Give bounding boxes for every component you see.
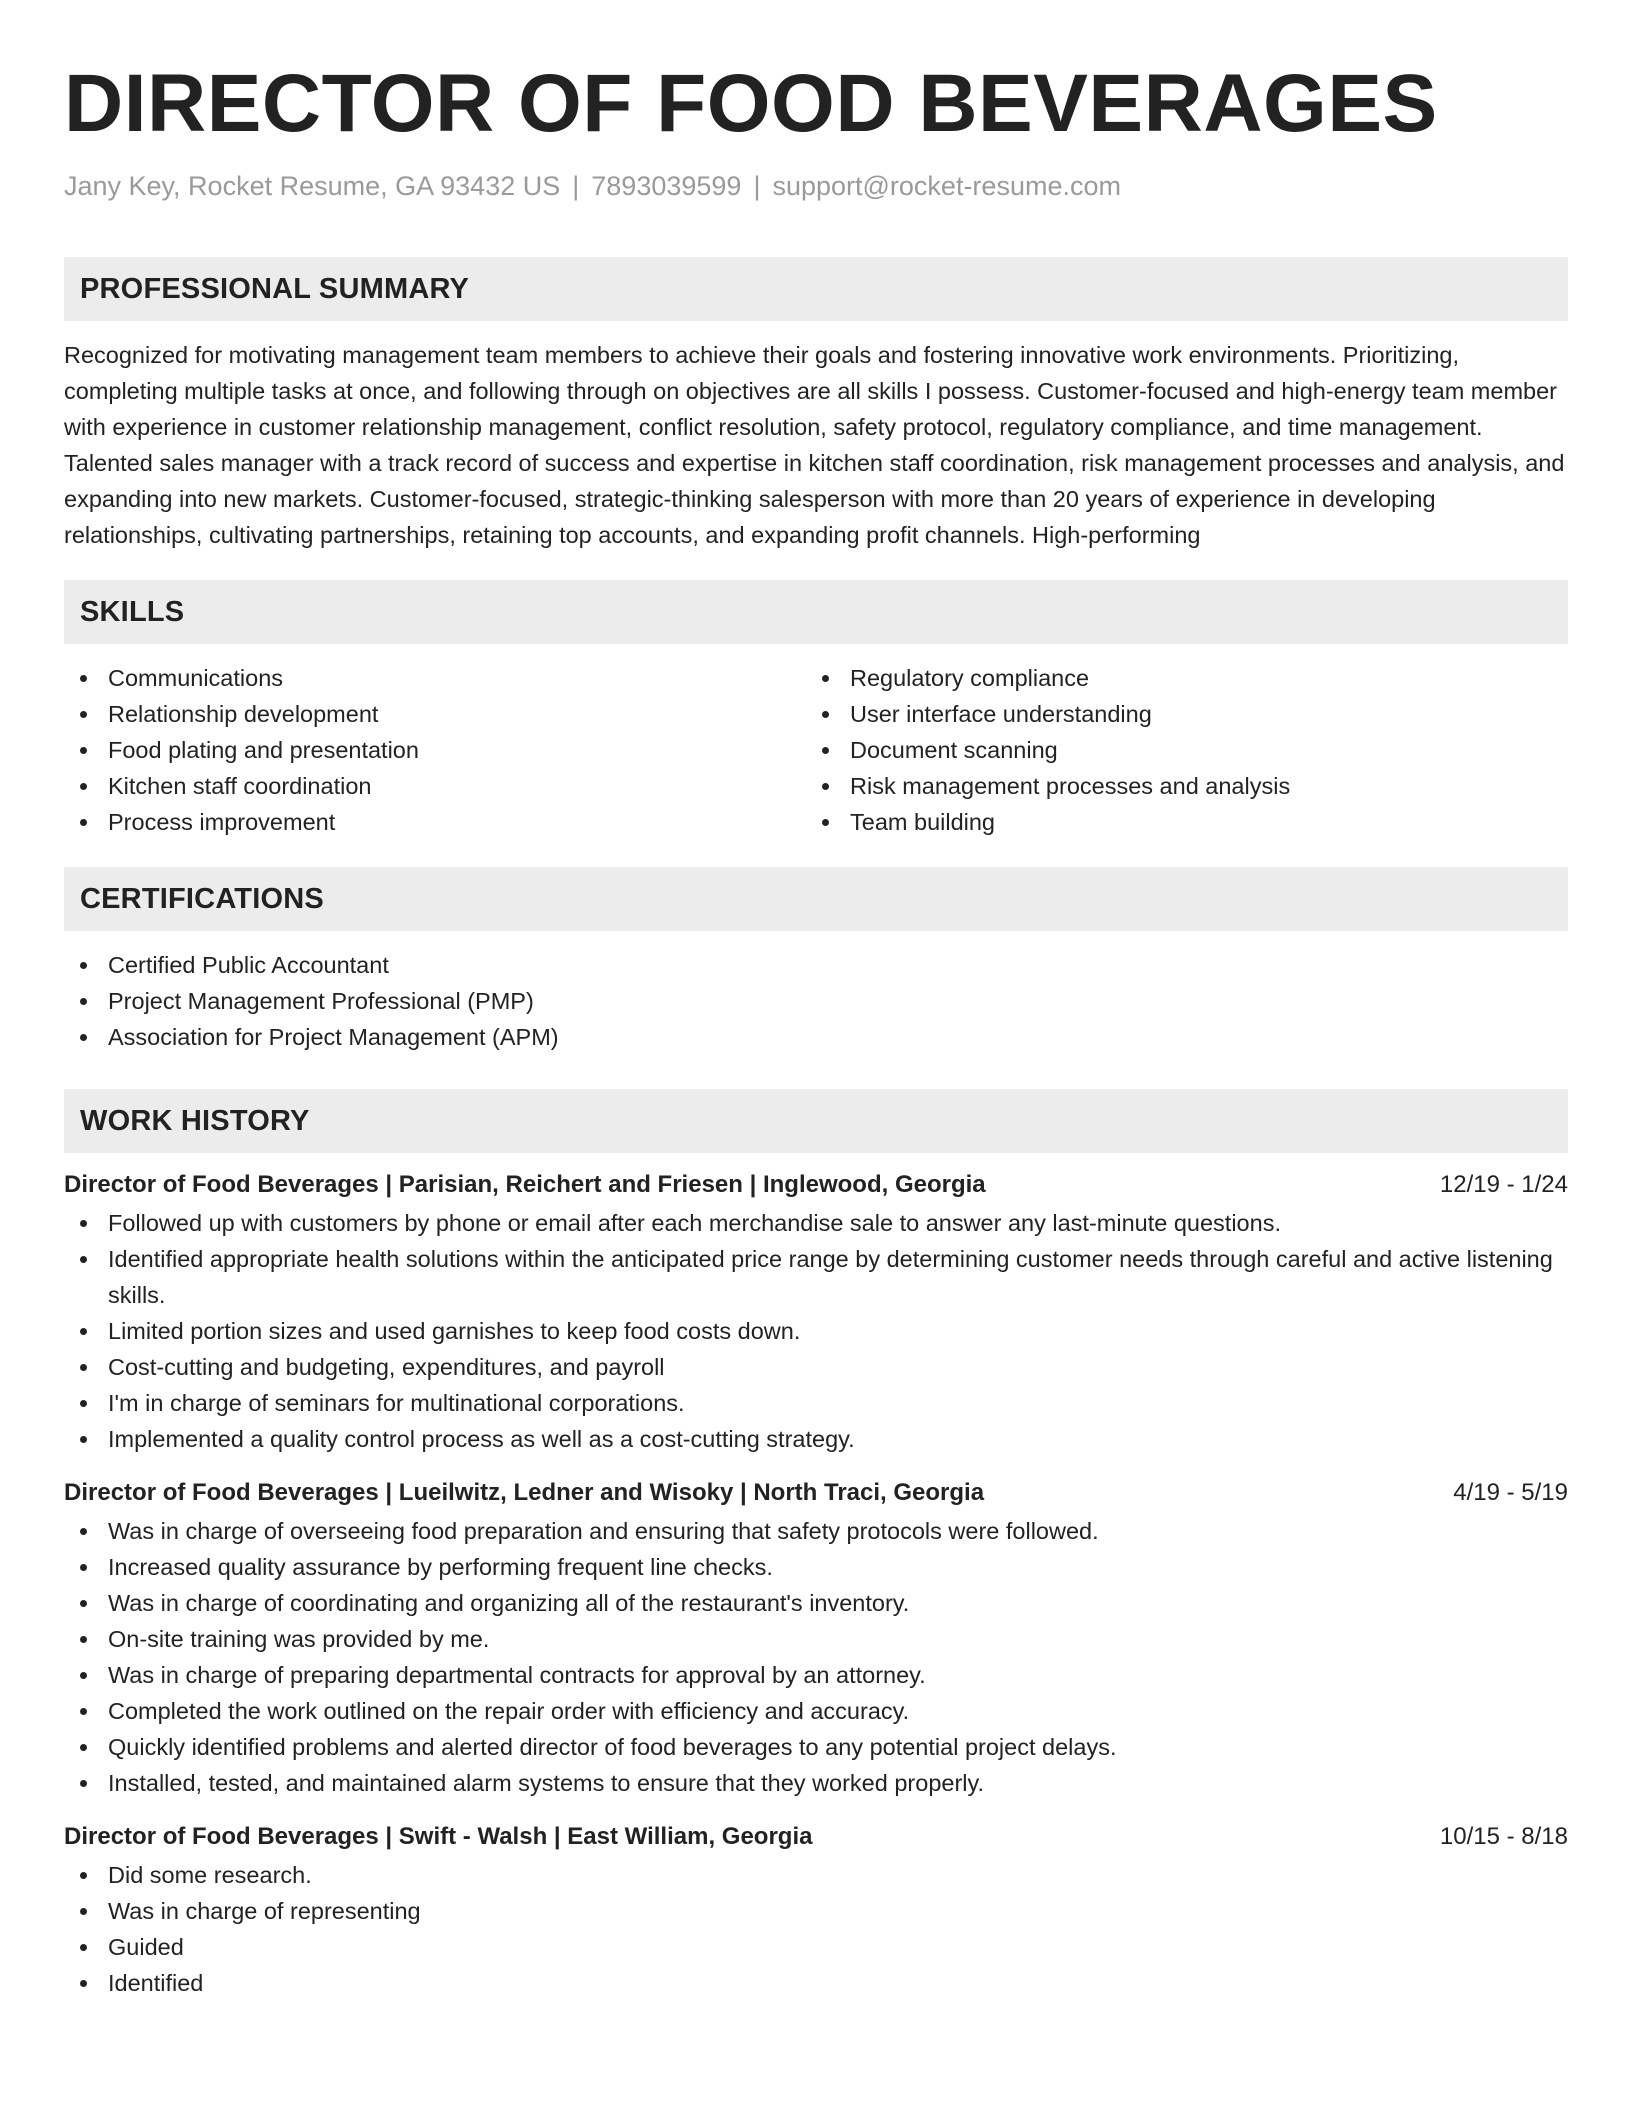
skill-item: User interface understanding	[806, 696, 1548, 732]
job-header	[64, 1473, 1568, 1513]
job-duty: Increased quality assurance by performing frequent line checks.	[64, 1549, 1568, 1585]
skill-item: Risk management processes and analysis	[806, 768, 1548, 804]
certification-item: Certified Public Accountant	[64, 947, 1568, 983]
skill-item: Communications	[64, 660, 806, 696]
job-duty: Identified	[64, 1965, 1568, 2001]
job-duty: Was in charge of overseeing food preparation and ensuring that safety protocols were followed.	[64, 1513, 1568, 1549]
job-title-company: Director of Food Beverages | Lueilwitz, Ledner and Wisoky | North Traci, Georgia	[64, 1479, 985, 1506]
job-duty: On-site training was provided by me.	[64, 1621, 1568, 1657]
section-header-summary: PROFESSIONAL SUMMARY	[64, 257, 1568, 321]
job-header	[64, 1165, 1568, 1205]
job-header	[64, 1817, 1568, 1857]
skill-item: Relationship development	[64, 696, 806, 732]
skill-item: Regulatory compliance	[806, 660, 1548, 696]
job-duties-list	[64, 1857, 1568, 2001]
job-duty: Was in charge of preparing departmental contracts for approval by an attorney.	[64, 1657, 1568, 1693]
skills-list-right	[806, 660, 1548, 840]
contact-phone: 7893039599	[591, 171, 742, 201]
job-duties-list	[64, 1513, 1568, 1801]
skill-item: Team building	[806, 804, 1548, 840]
job-title-company: Director of Food Beverages | Parisian, Reichert and Friesen | Inglewood, Georgia	[64, 1171, 986, 1198]
contact-address: Jany Key, Rocket Resume, GA 93432 US	[64, 171, 561, 201]
job-entry	[64, 1165, 1568, 1457]
job-duty: Quickly identified problems and alerted director of food beverages to any potential project delays.	[64, 1729, 1568, 1765]
section-header-work-history: WORK HISTORY	[64, 1089, 1568, 1153]
skills-grid	[64, 660, 1568, 840]
contact-email[interactable]: support@rocket-resume.com	[772, 171, 1121, 201]
job-duty: Cost-cutting and budgeting, expenditures, and payroll	[64, 1349, 1568, 1385]
skill-item: Document scanning	[806, 732, 1548, 768]
skills-column-right	[806, 660, 1548, 840]
job-duty: Was in charge of representing	[64, 1893, 1568, 1929]
job-dates: 12/19 - 1/24	[1439, 1171, 1568, 1198]
skill-item: Kitchen staff coordination	[64, 768, 806, 804]
contact-separator: |	[572, 171, 580, 201]
job-dates: 4/19 - 5/19	[1453, 1479, 1568, 1506]
job-dates: 10/15 - 8/18	[1439, 1823, 1568, 1850]
job-duties-list	[64, 1205, 1568, 1457]
certification-item: Association for Project Management (APM)	[64, 1019, 1568, 1055]
job-duty: Did some research.	[64, 1857, 1568, 1893]
job-duty: Installed, tested, and maintained alarm systems to ensure that they worked properly.	[64, 1765, 1568, 1801]
summary-text: Recognized for motivating management team members to achieve their goals and fostering innovative work environments. Prioritizing, completing multiple tasks at once, and following through on objectives are all skills I possess. Customer-focused and high-energy team member with experience in customer relationship management, conflict resolution, safety protocol, regulatory compliance, and time management. Talented sales manager with a track record of success and expertise in kitchen staff coordination, risk management processes and analysis, and expanding into new markets. Customer-focused, strategic-thinking salesperson with more than 20 years of experience in developing relationships, cultivating partnerships, retaining top accounts, and expanding profit channels. High-performing	[64, 342, 1565, 548]
job-duty: Completed the work outlined on the repair order with efficiency and accuracy.	[64, 1693, 1568, 1729]
resume-page	[64, 0, 1568, 2001]
contact-line	[64, 168, 1568, 204]
page-title: DIRECTOR OF FOOD BEVERAGES	[64, 58, 1438, 149]
contact-separator: |	[753, 171, 761, 201]
section-header-skills: SKILLS	[64, 580, 1568, 644]
certifications-list	[64, 947, 1568, 1055]
skills-list-left	[64, 660, 806, 840]
job-duty: Guided	[64, 1929, 1568, 1965]
section-header-certifications: CERTIFICATIONS	[64, 867, 1568, 931]
skill-item: Process improvement	[64, 804, 806, 840]
job-title-company: Director of Food Beverages | Swift - Walsh | East William, Georgia	[64, 1823, 813, 1850]
job-duty: Identified appropriate health solutions within the anticipated price range by determining customer needs through careful and active listening skills.	[64, 1241, 1568, 1313]
job-duty: Implemented a quality control process as well as a cost-cutting strategy.	[64, 1421, 1568, 1457]
skills-column-left	[64, 660, 806, 840]
job-duty: Limited portion sizes and used garnishes to keep food costs down.	[64, 1313, 1568, 1349]
job-entry	[64, 1473, 1568, 1801]
job-duty: I'm in charge of seminars for multinational corporations.	[64, 1385, 1568, 1421]
skill-item: Food plating and presentation	[64, 732, 806, 768]
job-duty: Was in charge of coordinating and organizing all of the restaurant's inventory.	[64, 1585, 1568, 1621]
job-entry	[64, 1817, 1568, 2001]
job-duty: Followed up with customers by phone or email after each merchandise sale to answer any last-minute questions.	[64, 1205, 1568, 1241]
certification-item: Project Management Professional (PMP)	[64, 983, 1568, 1019]
